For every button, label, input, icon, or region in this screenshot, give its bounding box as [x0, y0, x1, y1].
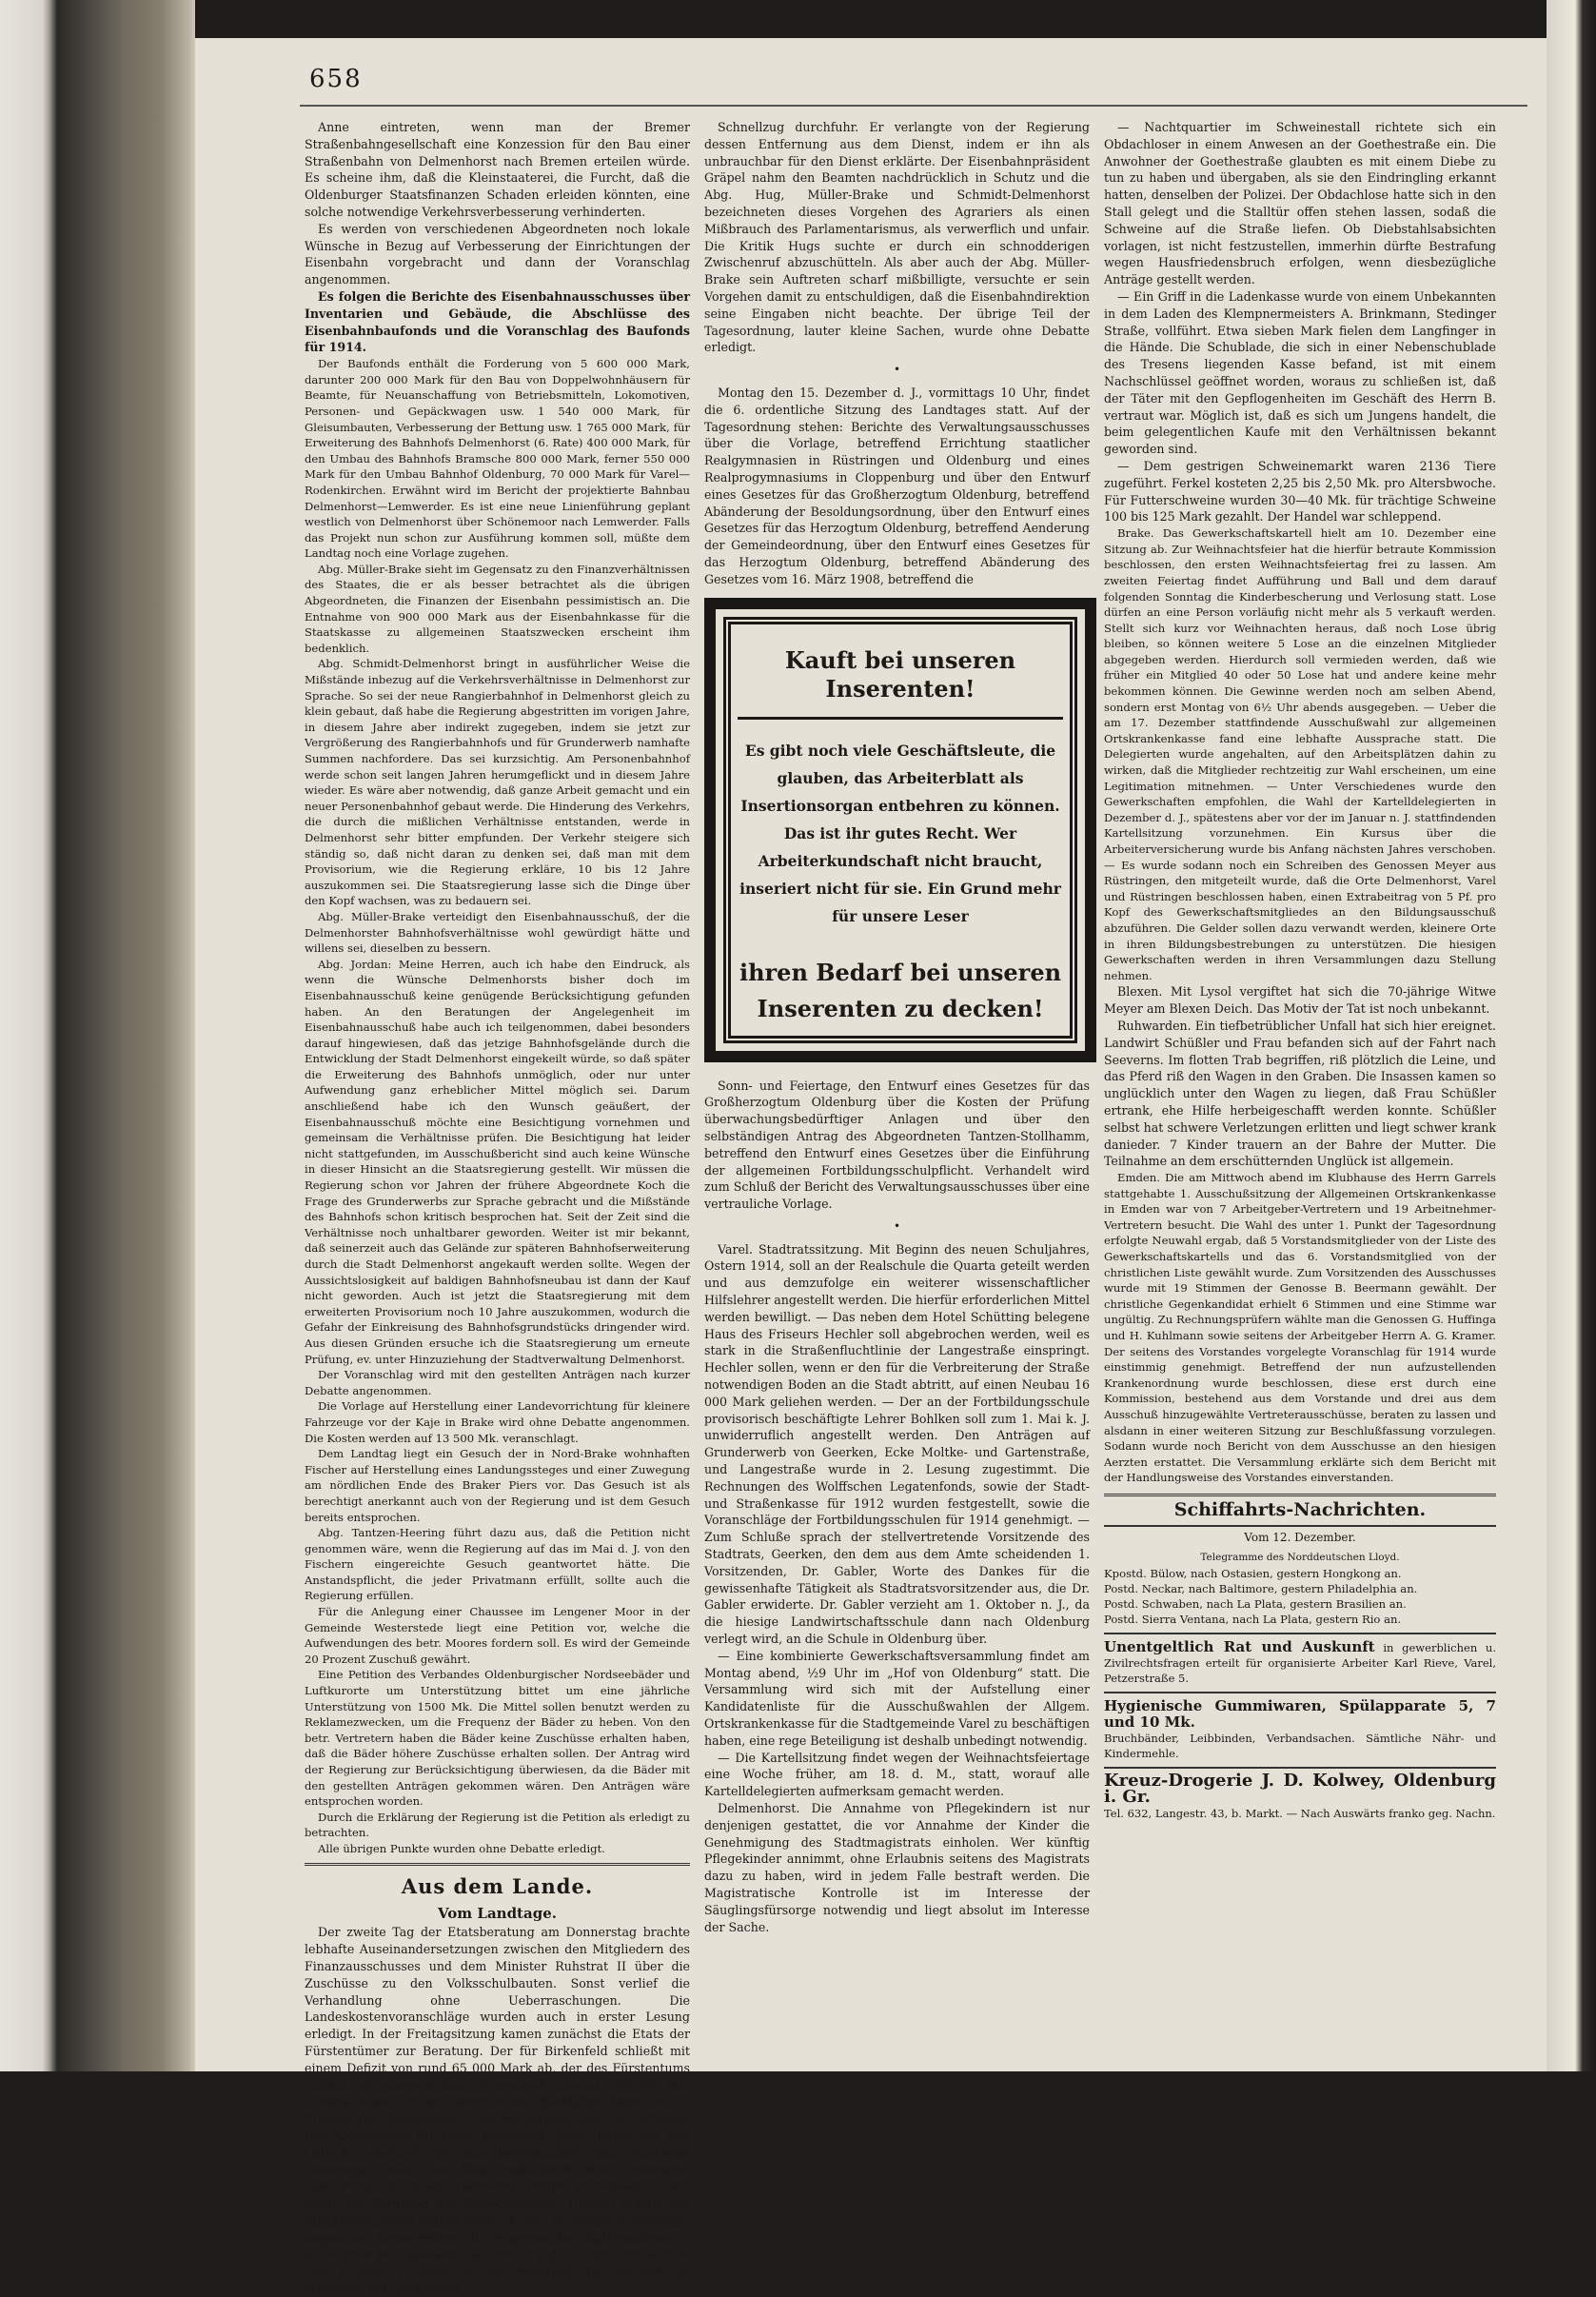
classified-ad-text: in gewerblichen u. Zivilrechtsfragen erteilt für organisierte Arbeiter Karl Rieve, Varel, Petzerstraße 5. [1104, 1641, 1496, 1686]
article-paragraph: Ruhwarden. Ein tiefbetrüblicher Unfall hat sich hier ereignet. Landwirt Schüßler und Frau befanden sich auf der Fahrt nach Seeverns. Im flotten Trab begriffen, riß plötzlich die Leine, und das Pferd riß den Wagen in den Graben. Die Insassen kamen so unglücklich unter den Wagen zu liegen, daß Frau Schüßler ertrank, ehe Hilfe herbeigeschafft werden konnte. Schüßler selbst hat schwere Verletzungen erlitten und liegt schwer krank danieder. 7 Kinder trauern an der Bahre der Mutter. Die Teilnahme an dem erschütternden Unglück ist allgemein. [1104, 1018, 1496, 1169]
article-paragraph: Es werden von verschiedenen Abgeordneten noch lokale Wünsche in Bezug auf Verbesserung der Einrichtungen der Eisenbahn vorgebracht und dann der Voranschlag angenommen. [305, 221, 690, 287]
article-paragraph: Brake. Das Gewerkschaftskartell hielt am 10. Dezember eine Sitzung ab. Zur Weihnachtsfeier hat die hierfür betraute Kommission beschlossen, den ersten Weihnachtsfeiertag frei zu lassen. Am zweiten Feiertag findet Aufführung und Ball und dem darauf folgenden Sonntag die Kinderbescherung und Verlosung statt. Lose dürfen an eine Person vorläufig nicht mehr als 5 verkauft werden. Stellt sich kurz vor Weihnachten heraus, daß noch Lose übrig bleiben, so können weitere 5 Lose an die einzelnen Mitglieder abgegeben werden. Hierdurch soll vermieden werden, daß wie früher ein Mitglied 40 oder 50 Lose hat und andere keine mehr bekommen können. Die Gewinne werden noch am selben Abend, sondern erst Montag von 6½ Uhr abends ausgegeben. — Ueber die am 17. Dezember stattfindende Ausschußwahl zur allgemeinen Ortskrankenkasse fand eine lebhafte Aussprache statt. Die Delegierten wurde angehalten, auf den Arbeitsplätzen dahin zu wirken, daß die Mitglieder rechtzeitig zur Wahl erscheinen, um eine Legitimation mitnehmen. — Unter Verschiedenes wurde den Gewerkschaften empfohlen, die Wahl der Kartelldelegierten in Dezember d. J., spätestens aber vor der im Januar n. J. stattfindenden Kartellsitzung vorzunehmen. Ein Kursus über die Arbeiterversicherung wurde bis Anfang nächsten Jahres verschoben. — Es wurde sodann noch ein Schreiben des Genossen Meyer aus Rüstringen, den mitgeteilt wurde, daß die Orte Delmenhorst, Varel und Rüstringen beschlossen haben, einen Extrabeitrag von 5 Pf. pro Kopf des Gewerkschaftsmitgliedes an den Bildungsausschuß abzuführen. Die Gelder sollen dazu verwandt werden, kleinere Orte in ihren Bildungsbestrebungen zu unterstützen. Die hiesigen Gewerkschaften werden in ihren Versammlungen dazu Stellung nehmen. [1104, 526, 1496, 982]
shipping-entry: Postd. Sierra Ventana, nach La Plata, gestern Rio an. [1104, 1613, 1402, 1627]
shipping-heading: Schiffahrts-Nachrichten. [1104, 1494, 1496, 1527]
article-paragraph: Delmenhorst. Die Annahme von Pflegekindern ist nur denjenigen gestattet, die vor Annahme der Kinder die Genehmigung des Stadtmagistrats einholen. Wer künftig Pflegekinder annimmt, ohne Erlaubnis seitens des Magistrats dazu zu haben, wird in jedem Falle bestraft werden. Die Magistratische Kontrolle ist im Interesse der Säuglingsfürsorge notwendig und liegt absolut im Interesse der Sache. [704, 1800, 1090, 1934]
article-paragraph: Schnellzug durchfuhr. Er verlangte von der Regierung dessen Entfernung aus dem Dienst, indem er ihn als unbrauchbar für den Dienst erklärte. Der Eisenbahnpräsident Gräpel nahm den Beamten nachdrücklich in Schutz und die Abg. Hug, Müller-Brake und Schmidt-Delmenhorst bezeichneten dieses Vorgehen des Agrariers als einen Mißbrauch des Parlamentarismus, als verwerflich und unfair. Die Kritik Hugs suchte er durch ein schnodderigen Zwischenruf abzuschütteln. Als aber auch der Abg. Müller-Brake sein Auftreten scharf mißbilligte, versuchte er sein Vorgehen damit zu entschuldigen, daß die Eisenbahndirektion seine Eingaben nicht beachte. Der übrige Teil der Tagesordnung, lauter kleine Sachen, wurde ohne Debatte erledigt. [704, 120, 1090, 355]
article-paragraph: Abg. Müller-Brake sieht im Gegensatz zu den Finanzverhältnissen des Staates, die er als besser betrachtet als die übrigen Abgeordneten, die Finanzen der Eisenbahn pessimistisch an. Die Entnahme von 900 000 Mark aus der Eisenbahnkasse für die Staatskasse zu allgemeinen Staatszwecken erscheint ihm bedenklich. [305, 562, 690, 655]
article-paragraph: — Ein Griff in die Ladenkasse wurde von einem Unbekannten in dem Laden des Klempnermeisters A. Brinkmann, Stedinger Straße, vollführt. Etwa sieben Mark fielen dem Langfinger in die Hände. Die Schublade, die sich in einer Nebenschublade des Tresens liegenden Kasse befand, ist mit einem Nachschlüssel geöffnet worden, woraus zu schließen ist, daß der Täter mit den Gepflogenheiten im Geschäft des Herrn B. vertraut war. Möglich ist, daß es sich um Jungens handelt, die beim gelegentlichen Kaufe mit den Verhältnissen bekannt geworden sind. [1104, 288, 1496, 457]
section-heading: Aus dem Lande. [305, 1863, 690, 1900]
classified-ad-text: Bruchbänder, Leibbinden, Verbandsachen. Sämtliche Nähr- und Kindermehle. [1104, 1732, 1496, 1761]
separator-dot: • [893, 1218, 901, 1233]
subsection-heading: Vom Landtage. [438, 1904, 557, 1922]
header-rule [300, 105, 1527, 107]
classified-ad-text: Tel. 632, Langestr. 43, b. Markt. — Nach Auswärts franko geg. Nachn. [1104, 1807, 1496, 1821]
classified-ad [1104, 1767, 1496, 1821]
ad-body: Es gibt noch viele Geschäftsleute, die glauben, das Arbeiterblatt als Insertionsorgan entbehren zu können. Das ist ihr gutes Recht. Wer Arbeiterkundschaft nicht braucht, inseriert nicht für sie. Ein Grund mehr für unsere Leser [739, 741, 1061, 925]
article-paragraph: Sonn- und Feiertage, den Entwurf eines Gesetzes für das Großherzogtum Oldenburg über die Kosten der Prüfung überwachungsbedürftiger Anlagen und über den selbständigen Antrag des Abgeordneten Tantzen-Stollhamm, betreffend den Entwurf eines Gesetzes über die Einführung der allgemeinen Fortbildungsschulpflicht. Verhandelt wird zum Schluß der Bericht des Verwaltungsausschusses über eine vertrauliche Vorlage. [704, 1078, 1090, 1212]
classified-ad-title: Hygienische Gummiwaren, Spülapparate 5, 7 und 10 Mk. [1104, 1697, 1496, 1732]
article-paragraph: — Dem gestrigen Schweinemarkt waren 2136 Tiere zugeführt. Ferkel kosteten 2,25 bis 2,50 Mk. pro Altersbwoche. Für Futterschweine wurden 30—40 Mk. für trächtige Schweine 100 bis 125 Mark gezahlt. Der Handel war schleppend. [1104, 458, 1496, 525]
article-paragraph: Varel. Stadtratssitzung. Mit Beginn des neuen Schuljahres, Ostern 1914, soll an der Realschule die Quarta geteilt werden und aus demzufolge ein weiterer wissenschaftlicher Hilfslehrer angestellt werden. Die hierfür erforderlichen Mittel werden bewilligt. — Das neben dem Hotel Schütting belegene Haus des Friseurs Hechler soll abgebrochen werden, weil es stark in die Straßenfluchtlinie der Langestraße einspringt. Hechler sollen, wenn er den für die Verbreiterung der Straße notwendigen Boden an die Stadt abtritt, auf einen Neubau 16 000 Mark geliehen werden. — Der an der Fortbildungsschule provisorisch beschäftigte Lehrer Bohlken soll zum 1. Mai k. J. unwiderruflich angestellt werden. Den Anträgen auf Grunderwerb von Geerken, Ecke Moltke- und Gartenstraße, und Langestraße wurde in 2. Lesung zugestimmt. Die Rechnungen des Wolffschen Legatenfonds, sowie der Stadt- und Straßenkasse für 1912 wurden festgestellt, sowie die Voranschläge der Fortbildungsschulen für 1914 genehmigt. — Zum Schluße sprach der stellvertretende Vorsitzende des Stadtrats, Geerken, den dem aus dem Amte scheidenden 1. Vorsitzenden, Dr. Gabler, Worte des Dankes für die gewissenhafte Tätigkeit als Stadtratsvorsitzender aus, die Dr. Gabler erwiderte. Dr. Gabler verzieht am 1. Oktober n. J., da die hiesige Landwirtschaftsschule dann nach Oldenburg verlegt wird, an die Schule in Oldenburg über. [704, 1241, 1090, 1647]
advertisement-inner [723, 617, 1077, 1043]
advertisement-box [704, 598, 1096, 1062]
column-3 [1104, 119, 1496, 2051]
ad-title: Kauft bei unseren Inserenten! [738, 633, 1063, 720]
article-paragraph: Der Voranschlag wird mit den gestellten Anträgen nach kurzer Debatte angenommen. [305, 1368, 690, 1397]
article-paragraph: Blexen. Mit Lysol vergiftet hat sich die 70-jährige Witwe Meyer am Blexen Deich. Das Motiv der Tat ist noch unbekannt. [1104, 984, 1496, 1017]
article-paragraph: Es folgen die Berichte des Eisenbahnausschusses über Inventarien und Gebäude, die Abschlüsse des Eisenbahnbaufonds und die Voranschlag des Baufonds für 1914. [305, 288, 690, 355]
article-paragraph: Abg. Tantzen-Heering führt dazu aus, daß die Petition nicht genommen wäre, wenn die Regierung auf das im Mai d. J. von den Fischern eingereichte Gesuch geantwortet hätte. Die Anstandspflicht, die jeder Privatmann erfüllt, sollte auch die Regierung erfüllen. [305, 1526, 690, 1603]
article-paragraph: Dem Landtag liegt ein Gesuch der in Nord-Brake wohnhaften Fischer auf Herstellung eines Landungssteges und einer Zuwegung am nördlichen Ende des Braker Piers vor. Das Gesuch ist als berechtigt anerkannt auch von der Regierung und ist dem Gesuch bereits entsprochen. [305, 1447, 690, 1524]
article-paragraph: — Eine kombinierte Gewerkschaftsversammlung findet am Montag abend, ½9 Uhr im „Hof von Oldenburg“ statt. Die Versammlung wird sich mit der Aufstellung einer Kandidatenliste für die Ausschußwahlen der Allgem. Ortskrankenkasse für die Stadtgemeinde Varel zu beschäftigen haben, eine rege Beteiligung ist deshalb unbedingt notwendig. [704, 1648, 1090, 1748]
article-paragraph: Der zweite Tag der Etatsberatung am Donnerstag brachte lebhafte Auseinandersetzungen zwischen den Mitgliedern des Finanzausschusses und dem Minister Ruhstrat II über die Zuschüsse zu den Volksschulbauten. Sonst verlief die Verhandlung ohne Ueberraschungen. Die Landeskostenvoranschläge wurden auch in erster Lesung erledigt. In der Freitagsitzung kamen zunächst die Etats der Fürstentümer zur Beratung. Der für Birkenfeld schließt mit einem Defizit von rund 65 000 Mark ab, der des Fürstentums Lübeck mit einem großen Ueberschuß, nämlich 300 000 Mk. Lübeck ist seit einigen Jahren in der glücklichen Lage, nur 25 Prozent der Einkommen- und Vermögenssteuer zu erheben. Der Abgeordnete für Eutin, Steenbock, weist darauf hin, daß Lübeck seinerzeit den Eisenbahnhaushalt dem Staatsetat übertragen habe. Der Staat habe auch dem Fürstentum Lübeck hat, in einem rascheren Tempo vorzugehen. Dann folgte die Beratung des Eisenbahnetats. Hierbei erklärt der Agrarierhäuptling Müller-Rußhorn eine verfängliche Stäupung wegen der Denunziation, die er gegen den Stationswärter in Schierbrok fich geleistet hat, der er jedoch nicht mit seinem Haß verfolgt. Er habe nur das verkannt, die Schranke zu schließen, als der Bremer [305, 1925, 690, 2296]
article-paragraph: Für die Anlegung einer Chaussee im Lengener Moor in der Gemeinde Westerstede liegt eine Petition vor, welche die Aufwendungen des betr. Moores fordern soll. Es wird der Gemeinde 20 Prozent Zuschuß gewährt. [305, 1605, 690, 1666]
separator-dot: • [893, 363, 901, 377]
classified-ad-title: Kreuz-Drogerie J. D. Kolwey, Oldenburg i. Gr. [1104, 1771, 1496, 1808]
article-paragraph: Die Vorlage auf Herstellung einer Landevorrichtung für kleinere Fahrzeuge vor der Kaje in Brake wird ohne Debatte angenommen. Die Kosten werden auf 13 500 Mk. veranschlagt. [305, 1399, 690, 1445]
page-edge [1547, 0, 1596, 2071]
classified-ad [1104, 1633, 1496, 1686]
classified-ad-title: Unentgeltlich Rat und Auskunft [1104, 1638, 1375, 1656]
article-paragraph: Abg. Müller-Brake verteidigt den Eisenbahnausschuß, der die Delmenhorster Bahnhofsverhältnisse wohl gewürdigt hätte und willens sei, dieselben zu bessern. [305, 909, 690, 956]
article-paragraph: — Die Kartellsitzung findet wegen der Weihnachtsfeiertage eine Woche früher, am 18. d. M., statt, worauf alle Kartelldelegierten aufmerksam gemacht werden. [704, 1750, 1090, 1799]
book-binding [0, 0, 195, 2071]
page-number: 658 [309, 65, 363, 93]
article-paragraph: Eine Petition des Verbandes Oldenburgischer Nordseebäder und Luftkurorte um Unterstützung bittet um eine jährliche Unterstützung von 1500 Mk. Die Mittel sollen benutzt werden zu Reklamezwecken, um die Frequenz der Bäder zu heben. Von den betr. Vertretern haben die Bäder keine Zuschüsse erhalten haben, daß die Bäder höhere Zuschüsse erhalten sollen. Der Antrag wird der Regierung zur Berücksichtigung überwiesen, da die Bäder mit den gestellten Anträgen gekommen wären. Den Anträgen wäre entsprochen worden. [305, 1668, 690, 1809]
shipping-date: Vom 12. Dezember. [1244, 1530, 1356, 1544]
ad-slogan: ihren Bedarf bei unseren Inserenten zu decken! [739, 958, 1062, 1022]
article-paragraph: Durch die Erklärung der Regierung ist die Petition als erledigt zu betrachten. [305, 1810, 690, 1840]
column-2 [704, 119, 1090, 2051]
article-paragraph: Abg. Schmidt-Delmenhorst bringt in ausführlicher Weise die Mißstände inbezug auf die Verkehrsverhältnisse in Delmenhorst zur Sprache. So sei der neue Rangierbahnhof in Delmenhorst gleich zu klein gebaut, daß habe die Regierung abgestritten im vorigen Jahre, in diesem Jahre aber indirekt zugegeben, indem sie jetzt zur Vergrößerung des Rangierbahnhofs und für Grunderwerb namhafte Summen nachfordere. Das sei kurzsichtig. Am Personenbahnhof werde schon seit langen Jahren herumgeflickt und in diesem Jahre wieder. Es wäre aber notwendig, daß ganze Arbeit gemacht und ein neuer Personenbahnhof gebaut werde. Die Hinderung des Verkehrs, die durch die mißlichen Verhältnisse entstanden, werde in Delmenhorst sehr bitter empfunden. Der Verkehr steigere sich ständig so, daß nicht daran zu denken sei, daß man mit dem Provisorium, wie die Regierung erkläre, 10 bis 12 Jahre auszukommen sei. Die Staatsregierung lasse sich die Dinge über den Kopf wachsen, was zu bedauern sei. [305, 657, 690, 908]
column-1 [305, 119, 690, 2296]
classified-ad [1104, 1692, 1496, 1761]
article-paragraph: Alle übrigen Punkte wurden ohne Debatte erledigt. [318, 1841, 605, 1855]
article-paragraph: Der Baufonds enthält die Forderung von 5 600 000 Mark, darunter 200 000 Mark für den Bau von Doppelwohnhäusern für Beamte, für Neuanschaffung von Betriebsmitteln, Lokomotiven, Personen- und Gepäckwagen usw. 1 540 000 Mark, für Gleisumbauten, Verbesserung der Bettung usw. 1 765 000 Mark, für Erweiterung des Bahnhofs Delmenhorst (6. Rate) 400 000 Mark, für den Umbau des Bahnhofs Bramsche 800 000 Mark, ferner 550 000 Mark für den Umbau Bahnhof Oldenburg, 70 000 Mark für Varel—Rodenkirchen. Erwähnt wird im Bericht der projektierte Bahnbau Delmenhorst—Lemwerder. Es ist eine neue Linienführung geplant westlich von Delmenhorst über Schönemoor nach Lemwerder. Falls das Projekt nun schon zur Ausführung kommen soll, müßte dem Landtag noch eine Vorlage zugehen. [305, 357, 690, 561]
article-paragraph: Emden. Die am Mittwoch abend im Klubhause des Herrn Garrels stattgehabte 1. Ausschußsitzung der Allgemeinen Ortskrankenkasse in Emden war von 7 Arbeitgeber-Vertretern und 19 Arbeitnehmer-Vertretern besucht. Die Wahl des unter 1. Punkt der Tagesordnung erfolgte Neuwahl ergab, daß 5 Vorstandsmitglieder von der Liste des Gewerkschaftskartells und das 6. Vorstandsmitglied von der christlichen Liste gewählt wurde. Zum Vorsitzenden des Ausschusses wurde mit 19 Stimmen der Genosse B. Beermann gewählt. Der christliche Gegenkandidat erhielt 6 Stimmen und eine Stimme war ungültig. Zu Rechnungsprüfern wählte man die Genossen G. Huffinga und H. Kuhlmann sowie seitens der Arbeitgeber Herrn A. G. Kramer. Der seitens des Vorstandes vorgelegte Voranschlag für 1914 wurde einstimmig genehmigt. Betreffend der nun aufzustellenden Krankenordnung wurde beschlossen, diese erst durch eine Kommission, bestehend aus dem Vorstande und drei aus dem Ausschuß hinzugewählte Vertreterausschüsse, beraten zu lassen und alsdann in einer weiteren Sitzung zur Beschlußfassung vorzulegen. Sodann wurde noch Bericht von dem Ausschusse an den hiesigen Aerzten erstattet. Die Versammlung erklärte sich dem Bericht mit der Handlungsweise des Vorstandes einverstanden. [1104, 1171, 1496, 1485]
shipping-entry: Postd. Neckar, nach Baltimore, gestern Philadelphia an. [1104, 1582, 1418, 1596]
article-paragraph: Anne eintreten, wenn man der Bremer Straßenbahngesellschaft eine Konzession für den Bau einer Straßenbahn von Delmenhorst nach Bremen erteilen würde. Es scheine ihm, daß die Kleinstaaterei, die Furcht, daß die Oldenburger Staatsfinanzen Schaden erleiden könnten, eine solche notwendige Verkehrsverbesserung verhinderten. [305, 120, 690, 219]
shipping-entry: Kpostd. Bülow, nach Ostasien, gestern Hongkong an. [1104, 1567, 1402, 1581]
article-paragraph: Abg. Jordan: Meine Herren, auch ich habe den Eindruck, als wenn die Wünsche Delmenhorsts bisher doch im Eisenbahnausschuß keine genügende Berücksichtigung gefunden haben. An den Beratungen der Angelegenheit im Eisenbahnausschuß habe auch ich teilgenommen, dabei besonders darauf hingewiesen, daß das jetzige Bahnhofsgelände durch die Entwicklung der Stadt Delmenhorst eingekeilt würde, so daß später die Erweiterung des Bahnhofs unmöglich, oder nur unter Aufwendung ganz erheblicher Mittel möglich sei. Darum anschließend habe ich den Wunsch geäußert, der Eisenbahnausschuß möchte eine Besichtigung vornehmen und gemeinsam die Verhältnisse prüfen. Die Besichtigung hat leider nicht stattgefunden, im Ausschußbericht sind auch keine Wünsche in dieser Hinsicht an die Staatsregierung gestellt. Wir müssen die Regierung schon vor Jahren der frühere Abgeordnete Koch die Frage des Grunderwerbs zur Sprache gebracht und die Mißstände des Bahnhofs schon kritisch besprochen hat. Seit der Zeit sind die Verhältnisse noch unhaltbarer geworden. Weiter ist mir bekannt, daß seinerzeit auch das Gelände zur späteren Bahnhofserweiterung durch die Stadt Delmenhorst angekauft werden sollte. Wegen der Aussichtslosigkeit auf baldigen Bahnhofsneubau ist dann der Kauf nicht geworden. Auch ist jetzt die Staatsregierung mit dem erweiterten Provisorium noch 10 Jahre auszukommen, wodurch die Gefahr der Einkreisung des Bahnhofsgrundstücks dringender wird. Aus diesen Gründen ersuche ich die Staatsregierung um erneute Prüfung, ev. unter Hinzuziehung der Stadtverwaltung Delmenhorst. [305, 957, 690, 1366]
shipping-source: Telegramme des Norddeutschen Lloyd. [1200, 1551, 1400, 1563]
newspaper-page [195, 38, 1547, 2296]
shipping-entry: Postd. Schwaben, nach La Plata, gestern Brasilien an. [1104, 1597, 1407, 1612]
article-paragraph: Montag den 15. Dezember d. J., vormittags 10 Uhr, findet die 6. ordentliche Sitzung des Landtages statt. Auf der Tagesordnung stehen: Berichte des Verwaltungsausschusses über die Vorlage, betreffend Errichtung staatlicher Realgymnasien in Rüstringen und Oldenburg und eines Realprogymnasiums in Cloppenburg und über den Entwurf eines Gesetzes für das Großherzogtum Oldenburg, betreffend Abänderung der Besoldungsordnung, über den Entwurf eines Gesetzes für das Herzogtum Oldenburg, betreffend Aenderung der Gemeindeordnung, über den Entwurf eines Gesetzes für das Herzogtum Oldenburg, betreffend Abänderung des Gesetzes vom 16. März 1908, betreffend die [704, 385, 1090, 586]
article-paragraph: — Nachtquartier im Schweinestall richtete sich ein Obdachloser in einem Anwesen an der Goethestraße ein. Die Anwohner der Goethestraße glaubten es mit einem Diebe zu tun zu haben und übergaben, als sie den Eindringling erkannt hatten, denselben der Polizei. Der Obdachlose hatte sich in den Stall gelegt und die Stalltür offen stehen lassen, sodaß die Schweine auf die Straße liefen. Ob Diebstahlsabsichten vorlagen, ist nicht festzustellen, immerhin dürfte Bestrafung wegen Hausfriedensbruch erfolgen, wenn diesbezügliche Anträge gestellt werden. [1104, 120, 1496, 287]
